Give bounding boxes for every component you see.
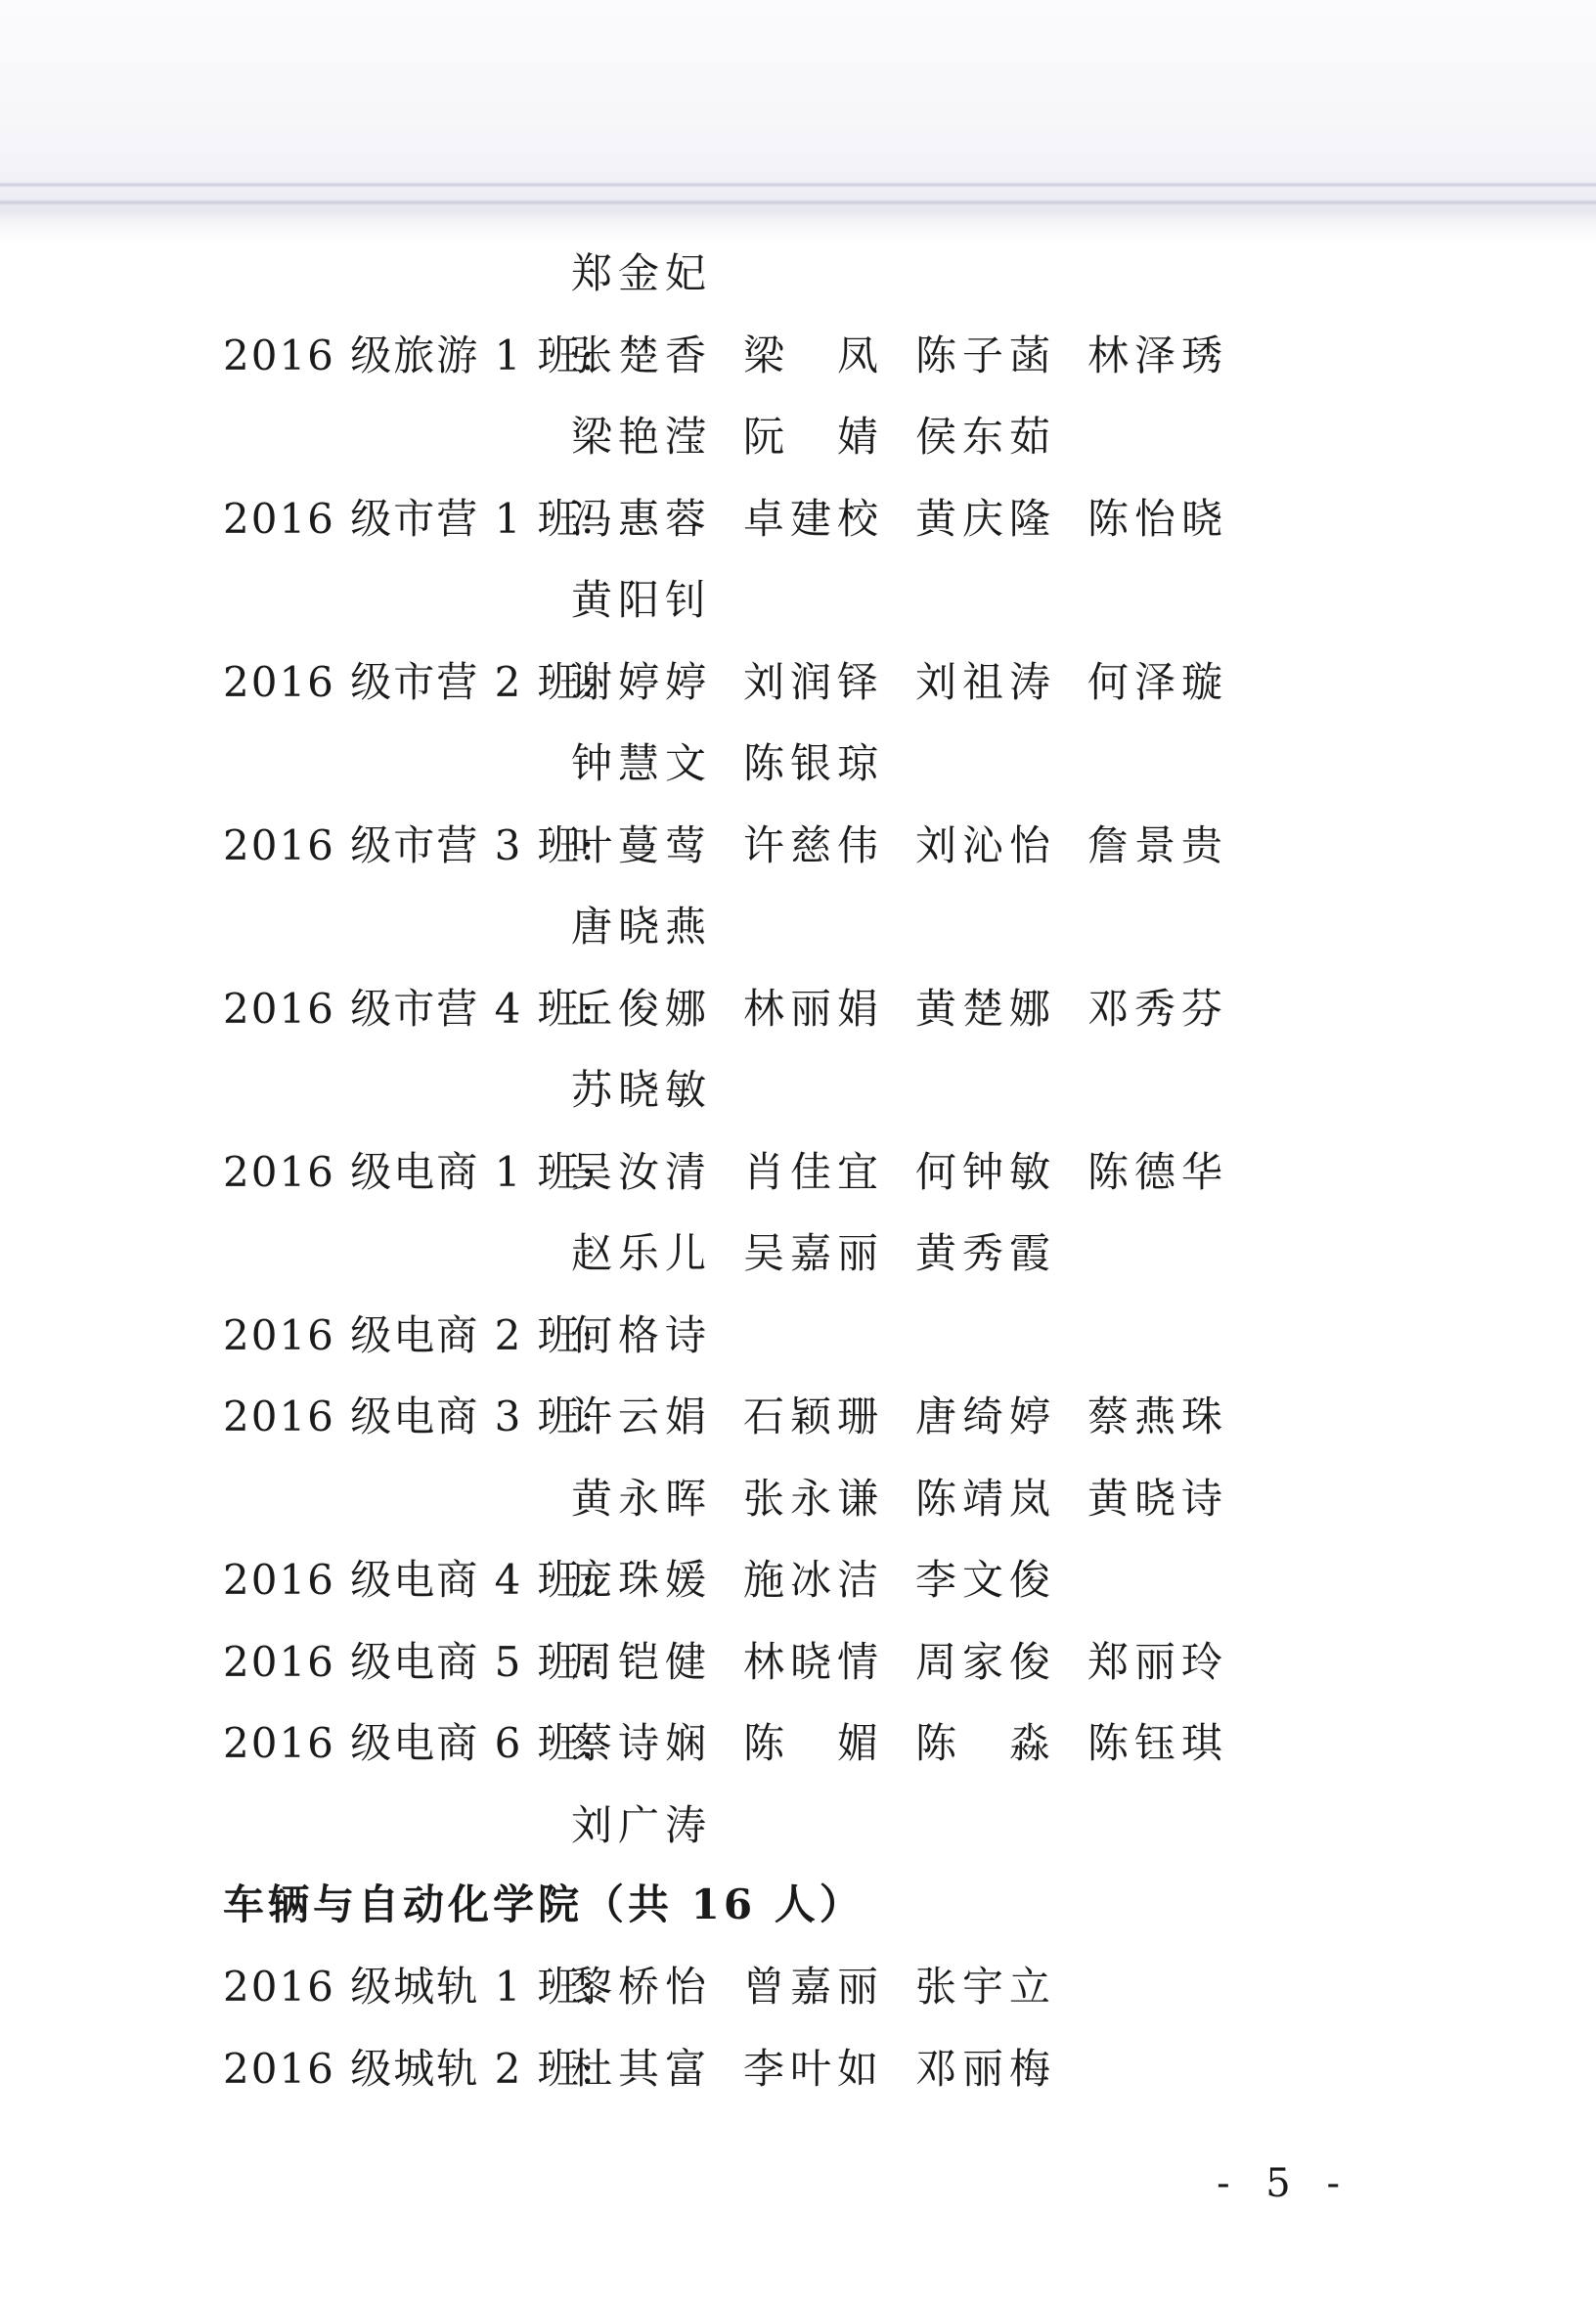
student-name: 黄阳钊 (571, 576, 713, 624)
page-number: - 5 - (1217, 2161, 1352, 2206)
student-name: 李文俊 (915, 1556, 1057, 1604)
student-name: 梁艳滢 (571, 413, 713, 461)
class-row (0, 1131, 1596, 1214)
class-label: 2016 级电商 5 班: (223, 1637, 597, 1686)
student-name: 陈 淼 (915, 1719, 1057, 1767)
student-name: 何格诗 (571, 1310, 713, 1359)
student-name: 何泽璇 (1087, 657, 1229, 706)
student-name: 陈怡晓 (1087, 494, 1229, 543)
class-label: 2016 级旅游 1 班: (223, 331, 597, 379)
class-row (0, 1946, 1596, 2028)
class-row (0, 478, 1596, 560)
class-row-continuation (0, 233, 1596, 315)
class-row-continuation (0, 886, 1596, 968)
class-row-continuation (0, 559, 1596, 641)
class-row (0, 1621, 1596, 1703)
class-row (0, 1539, 1596, 1621)
student-name: 丘俊娜 (571, 984, 713, 1033)
student-name: 林晓情 (743, 1637, 885, 1686)
class-label: 2016 级市营 4 班: (223, 984, 597, 1033)
student-name: 苏晓敏 (571, 1066, 713, 1114)
student-name: 周铠健 (571, 1637, 713, 1686)
class-label: 2016 级电商 4 班: (223, 1556, 597, 1604)
student-name: 卓建校 (743, 494, 885, 543)
class-label: 2016 级市营 1 班: (223, 494, 597, 543)
student-name: 赵乐儿 (571, 1229, 713, 1277)
class-label: 2016 级城轨 2 班: (223, 2044, 597, 2093)
student-name: 林泽琇 (1087, 331, 1229, 379)
student-name: 许云娟 (571, 1393, 713, 1440)
student-name: 刘润铎 (743, 657, 885, 706)
student-name: 曾嘉丽 (743, 1963, 885, 2011)
student-name: 侯东茹 (915, 413, 1057, 461)
student-name: 黄庆隆 (915, 494, 1057, 543)
student-name: 何钟敏 (915, 1147, 1057, 1196)
student-name: 施冰洁 (743, 1556, 885, 1604)
student-name: 唐晓燕 (571, 903, 713, 951)
student-name: 陈 媚 (743, 1719, 885, 1767)
student-name: 刘沁怡 (915, 820, 1057, 869)
class-row-continuation (0, 723, 1596, 805)
class-row (0, 1703, 1596, 1785)
student-name: 刘广涛 (571, 1800, 713, 1849)
student-name: 李叶如 (743, 2044, 885, 2093)
student-name: 黎桥怡 (571, 1963, 713, 2011)
class-row (0, 1376, 1596, 1458)
student-name: 张永谦 (743, 1474, 885, 1523)
student-name: 郑丽玲 (1087, 1637, 1229, 1686)
class-row (0, 315, 1596, 397)
student-name: 詹景贵 (1087, 820, 1229, 869)
student-name: 黄永晖 (571, 1474, 713, 1523)
class-row (0, 968, 1596, 1050)
student-name: 石颖珊 (743, 1393, 885, 1440)
class-label: 2016 级城轨 1 班: (223, 1963, 597, 2011)
class-label: 2016 级市营 2 班: (223, 657, 597, 706)
class-label: 2016 级市营 3 班: (223, 820, 597, 869)
student-name: 蔡燕珠 (1087, 1393, 1229, 1440)
student-name: 黄楚娜 (915, 984, 1057, 1033)
student-name: 陈德华 (1087, 1147, 1229, 1196)
student-name: 吴汝清 (571, 1147, 713, 1196)
student-name: 陈子菡 (915, 331, 1057, 379)
class-label: 2016 级电商 6 班: (223, 1719, 597, 1767)
student-name: 梁 凤 (743, 331, 885, 379)
class-label: 2016 级电商 3 班: (223, 1393, 597, 1440)
student-name: 黄晓诗 (1087, 1474, 1229, 1523)
student-name: 黄秀霞 (915, 1229, 1057, 1277)
student-name: 谢婷婷 (571, 657, 713, 706)
student-name: 郑金妃 (571, 249, 713, 297)
class-row-continuation (0, 1785, 1596, 1867)
student-name: 唐绮婷 (915, 1393, 1057, 1440)
student-name: 许慈伟 (743, 820, 885, 869)
class-row-continuation (0, 1049, 1596, 1131)
section-heading: 车辆与自动化学院（共 16 人） (223, 1880, 864, 1928)
class-row-continuation (0, 1458, 1596, 1540)
class-row-continuation (0, 1213, 1596, 1295)
student-name: 邓丽梅 (915, 2044, 1057, 2093)
class-row (0, 2028, 1596, 2110)
student-name: 吴嘉丽 (743, 1229, 885, 1277)
student-name: 邓秀芬 (1087, 984, 1229, 1033)
class-label: 2016 级电商 1 班: (223, 1147, 597, 1196)
student-name: 杜其富 (571, 2044, 713, 2093)
student-name: 陈钰琪 (1087, 1719, 1229, 1767)
class-row (0, 641, 1596, 724)
class-label: 2016 级电商 2 班: (223, 1310, 597, 1359)
student-name: 钟慧文 (571, 739, 713, 787)
student-name: 周家俊 (915, 1637, 1057, 1686)
class-row (0, 805, 1596, 887)
class-row-continuation (0, 396, 1596, 478)
student-name: 陈靖岚 (915, 1474, 1057, 1523)
student-name: 庞珠媛 (571, 1556, 713, 1604)
student-name: 张宇立 (915, 1963, 1057, 2011)
student-name: 蔡诗娴 (571, 1719, 713, 1767)
student-name: 肖佳宜 (743, 1147, 885, 1196)
student-name: 刘祖涛 (915, 657, 1057, 706)
student-name: 张楚香 (571, 331, 713, 379)
student-name: 阮 婧 (743, 413, 885, 461)
student-name: 林丽娟 (743, 984, 885, 1033)
class-row (0, 1295, 1596, 1377)
student-name: 陈银琼 (743, 739, 885, 787)
student-name: 冯惠蓉 (571, 494, 713, 543)
student-name: 叶蔓莺 (571, 820, 713, 869)
